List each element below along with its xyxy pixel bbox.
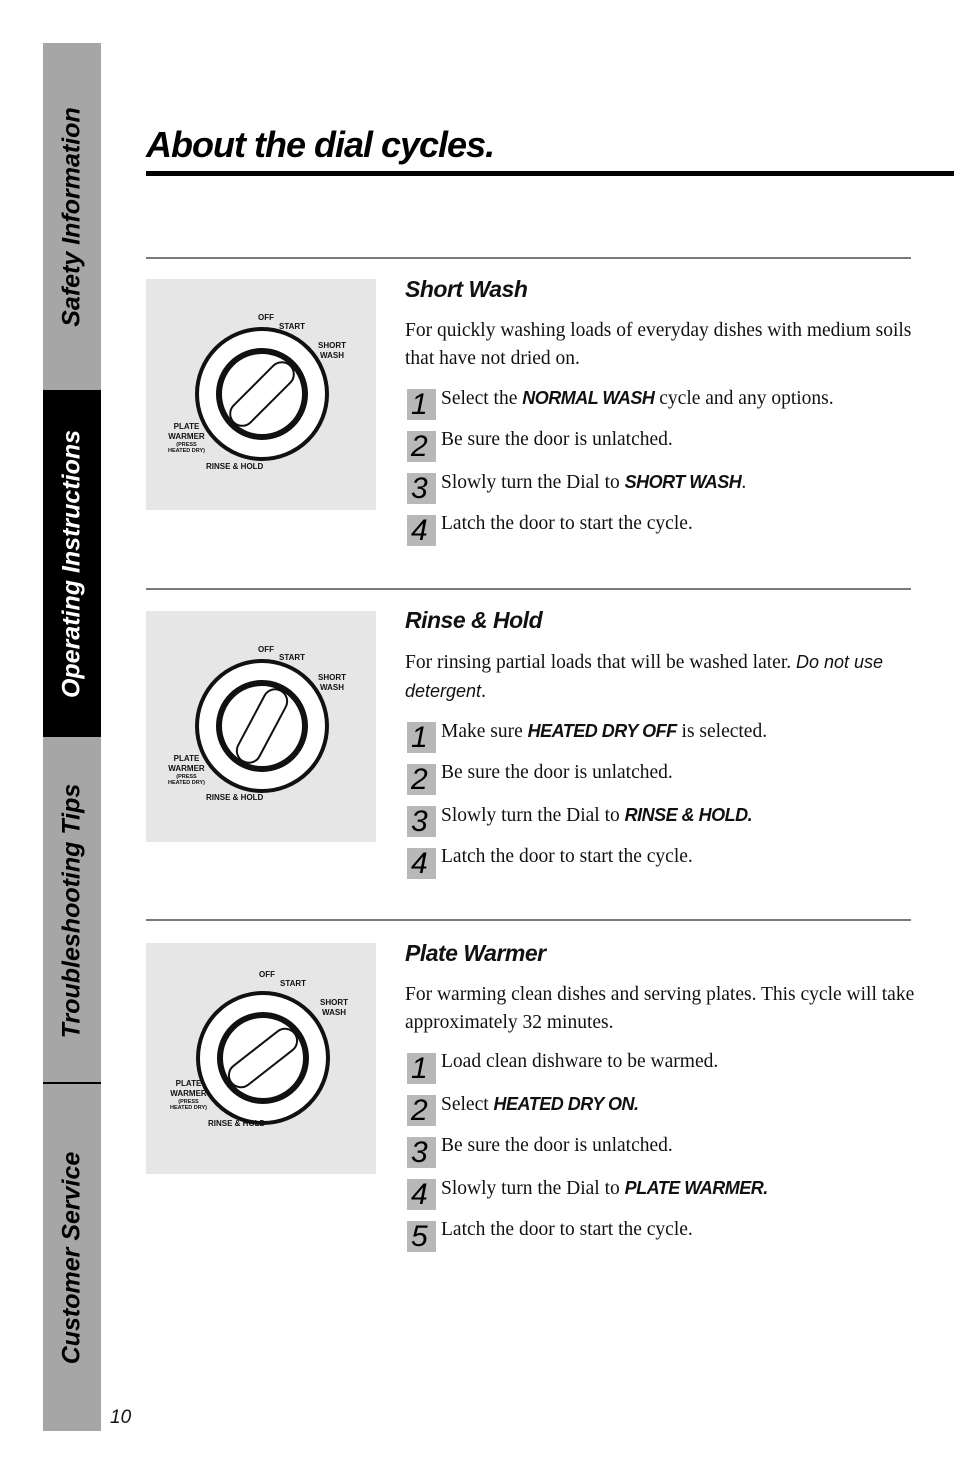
step-item xyxy=(405,469,915,511)
section-short-wash xyxy=(405,276,915,553)
dial-label-short-wash xyxy=(318,673,346,693)
step-text xyxy=(441,427,673,453)
dial-illustration-rinse-hold xyxy=(146,611,376,842)
tab-customer-service-label: Customer Service xyxy=(57,1151,86,1364)
section-title: Short Wash xyxy=(405,276,528,302)
step-text-pre: Slowly turn the Dial to xyxy=(441,1178,625,1199)
dial-illustration-short-wash xyxy=(146,279,376,510)
step-number: 2 xyxy=(407,764,436,795)
step-text-pre: Slowly turn the Dial to xyxy=(441,472,625,493)
page-title: About the dial cycles. xyxy=(146,124,495,165)
dial-label-plate-warmer xyxy=(168,754,205,786)
dial-label-warmer: WARMER xyxy=(168,764,205,773)
step-item xyxy=(405,802,915,844)
step-text xyxy=(441,1217,693,1243)
description-emphasis: Do not use detergent xyxy=(405,652,884,701)
step-text-post: . xyxy=(741,472,747,493)
section-description xyxy=(405,648,915,706)
section-divider xyxy=(146,257,911,259)
step-number: 4 xyxy=(407,1179,436,1210)
dial-label-warmer: WARMER xyxy=(170,1089,207,1098)
tab-safety-information-label: Safety Information xyxy=(57,106,86,327)
step-item xyxy=(405,1133,915,1175)
step-item xyxy=(405,511,915,553)
step-item xyxy=(405,718,915,760)
step-keyword: RINSE & HOLD. xyxy=(624,805,753,825)
step-keyword: PLATE WARMER. xyxy=(624,1178,768,1198)
step-text xyxy=(441,844,693,870)
section-plate-warmer xyxy=(405,940,915,1259)
step-keyword: HEATED DRY ON. xyxy=(493,1094,639,1114)
step-number: 5 xyxy=(407,1221,436,1252)
step-text-pre: Latch the door to start the cycle. xyxy=(441,1219,693,1240)
step-item xyxy=(405,427,915,469)
section-divider xyxy=(146,919,911,921)
step-text-post: is selected. xyxy=(676,721,768,742)
section-title: Plate Warmer xyxy=(405,940,546,966)
section-divider xyxy=(146,588,911,590)
dial-label-wash: WASH xyxy=(320,351,344,360)
dial-label-rinse-hold: RINSE & HOLD xyxy=(206,793,264,802)
step-keyword: NORMAL WASH xyxy=(522,388,655,408)
tab-troubleshooting-tips-label: Troubleshooting Tips xyxy=(57,783,86,1038)
dial-label-plate-warmer xyxy=(170,1079,207,1111)
step-text xyxy=(441,718,767,745)
section-description: For quickly washing loads of everyday dishes with medium soils that have not dried on. xyxy=(405,320,912,369)
dial-label-short-wash xyxy=(318,341,346,361)
dial-label-warmer: WARMER xyxy=(168,432,205,441)
step-text-post: cycle and any options. xyxy=(654,388,834,409)
dial-label-rinse-hold: RINSE & HOLD xyxy=(206,462,264,471)
dial-label-plate: PLATE xyxy=(173,754,200,763)
step-number: 3 xyxy=(407,473,436,504)
step-number: 3 xyxy=(407,806,436,837)
step-text-pre: Select the xyxy=(441,388,523,409)
tab-customer-service[interactable] xyxy=(43,1084,101,1431)
step-text xyxy=(441,1133,673,1159)
title-rule xyxy=(146,171,954,176)
dial-label-heated-dry: HEATED DRY) xyxy=(168,448,205,454)
description-text: For rinsing partial loads that will be washed later. xyxy=(405,652,796,673)
step-text xyxy=(441,760,673,786)
dial-label-start: START xyxy=(280,979,307,988)
step-text xyxy=(441,1091,639,1118)
dial-label-off: OFF xyxy=(258,645,274,654)
tab-safety-information[interactable] xyxy=(43,43,101,390)
step-list xyxy=(405,385,915,553)
step-text-pre: Be sure the door is unlatched. xyxy=(441,1135,673,1156)
dial-label-off: OFF xyxy=(259,970,275,979)
step-item xyxy=(405,385,915,427)
dial-illustration-plate-warmer xyxy=(146,943,376,1174)
step-number: 4 xyxy=(407,848,436,879)
page-number: 10 xyxy=(110,1407,132,1428)
dial-label-short: SHORT xyxy=(320,998,348,1007)
dial-label-plate-warmer xyxy=(168,422,205,454)
step-item xyxy=(405,1175,915,1217)
description-end: . xyxy=(481,681,486,702)
step-list xyxy=(405,718,915,886)
step-text-pre: Be sure the door is unlatched. xyxy=(441,762,673,783)
step-keyword: SHORT WASH xyxy=(624,472,742,492)
step-number: 1 xyxy=(407,1053,436,1084)
dial-label-short-wash xyxy=(320,998,348,1018)
step-number: 2 xyxy=(407,431,436,462)
step-number: 2 xyxy=(407,1095,436,1126)
dial-label-off: OFF xyxy=(258,313,274,322)
step-list xyxy=(405,1049,915,1259)
step-text-pre: Slowly turn the Dial to xyxy=(441,805,625,826)
section-title: Rinse & Hold xyxy=(405,607,543,633)
step-item xyxy=(405,1217,915,1259)
step-item xyxy=(405,1091,915,1133)
dial-label-start: START xyxy=(279,653,306,662)
tab-operating-instructions-label: Operating Instructions xyxy=(57,429,86,698)
section-rinse-hold xyxy=(405,607,915,886)
dial-label-short: SHORT xyxy=(318,341,346,350)
step-text xyxy=(441,385,834,412)
step-keyword: HEATED DRY OFF xyxy=(527,721,677,741)
dial-label-start: START xyxy=(279,322,306,331)
step-number: 1 xyxy=(407,722,436,753)
dial-label-wash: WASH xyxy=(320,683,344,692)
step-item xyxy=(405,760,915,802)
step-text-pre: Make sure xyxy=(441,721,528,742)
dial-label-press: (PRESS xyxy=(176,442,197,448)
dial-label-plate: PLATE xyxy=(175,1079,202,1088)
step-text-pre: Be sure the door is unlatched. xyxy=(441,429,673,450)
step-text-pre: Latch the door to start the cycle. xyxy=(441,513,693,534)
dial-label-heated-dry: HEATED DRY) xyxy=(170,1105,207,1111)
step-number: 1 xyxy=(407,389,436,420)
step-text xyxy=(441,511,693,537)
step-number: 3 xyxy=(407,1137,436,1168)
step-text-pre: Load clean dishware to be warmed. xyxy=(441,1051,719,1072)
step-text xyxy=(441,1049,718,1075)
step-item xyxy=(405,844,915,886)
step-number: 4 xyxy=(407,515,436,546)
tab-operating-instructions[interactable] xyxy=(43,390,101,737)
dial-label-press: (PRESS xyxy=(178,1099,199,1105)
dial-label-plate: PLATE xyxy=(173,422,200,431)
dial-label-wash: WASH xyxy=(322,1008,346,1017)
dial-label-short: SHORT xyxy=(318,673,346,682)
section-description: For warming clean dishes and serving plates. This cycle will take approximately 32 minutes. xyxy=(405,984,915,1033)
step-item xyxy=(405,1049,915,1091)
dial-label-heated-dry: HEATED DRY) xyxy=(168,780,205,786)
dial-label-rinse-hold: RINSE & HOLD xyxy=(208,1119,266,1128)
step-text-pre: Latch the door to start the cycle. xyxy=(441,846,693,867)
dial-label-press: (PRESS xyxy=(176,774,197,780)
step-text-pre: Select xyxy=(441,1094,494,1115)
step-text xyxy=(441,1175,768,1202)
step-text xyxy=(441,802,752,829)
step-text xyxy=(441,469,746,496)
tab-troubleshooting-tips[interactable] xyxy=(43,737,101,1084)
